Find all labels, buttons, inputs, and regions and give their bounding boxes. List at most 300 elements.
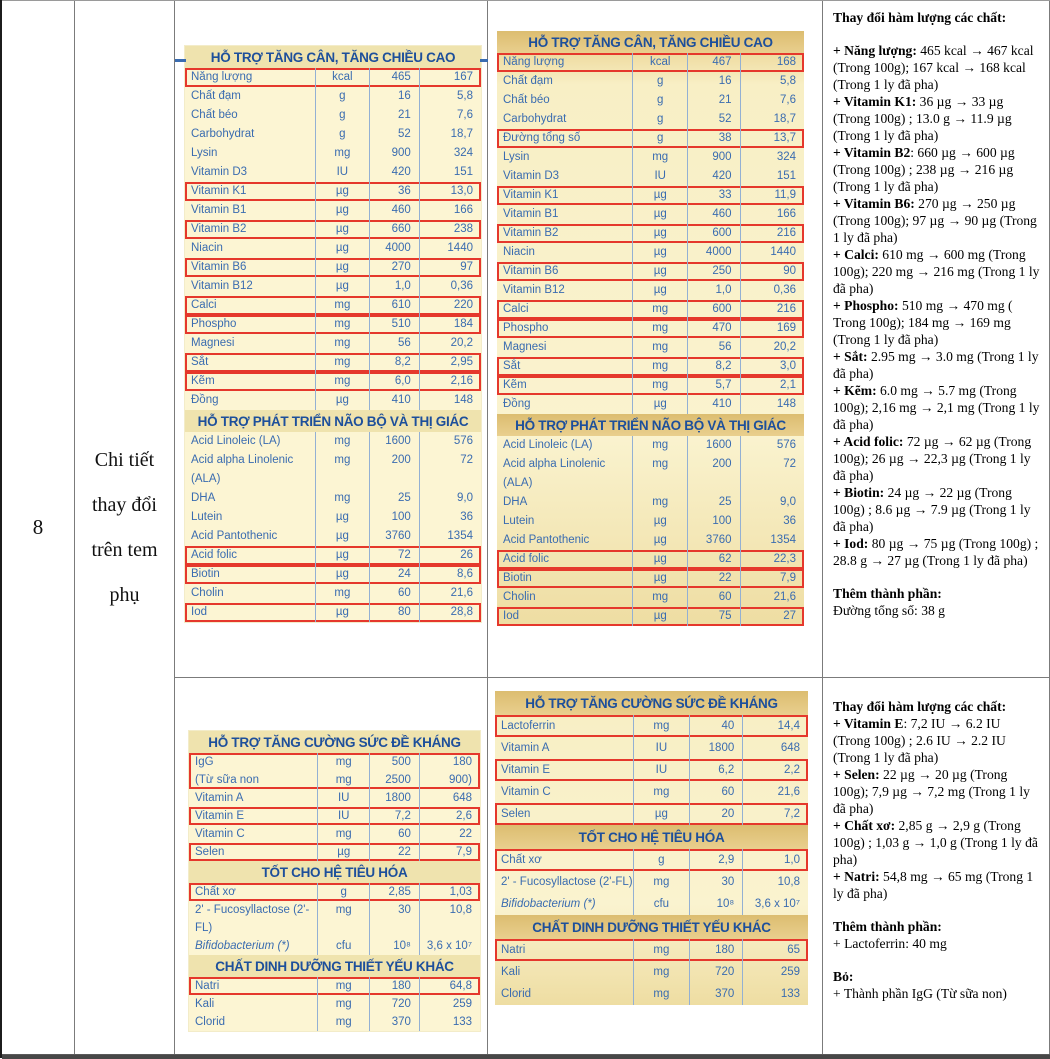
value-per-100g: 25 xyxy=(369,489,419,508)
nutrition-row xyxy=(189,995,480,1013)
row-title-line: thay đổi xyxy=(92,493,157,516)
old-label-bottom-cell xyxy=(175,678,488,1054)
value-per-serving: 22,3 xyxy=(740,550,804,569)
value-per-serving: 18,7 xyxy=(419,125,481,144)
value-per-100g: 370 xyxy=(689,983,742,1005)
nutrition-row xyxy=(185,372,481,391)
nutrition-label-new-bottom xyxy=(495,691,808,1005)
nutrient-name: Chất đạm xyxy=(191,90,241,102)
nutrient-name: Clorid xyxy=(195,1016,226,1028)
value-per-100g: 900 xyxy=(369,144,419,163)
value-per-100g: 75 xyxy=(687,607,739,626)
value-per-100g: 250 xyxy=(687,262,739,281)
nutrition-row xyxy=(185,527,481,546)
value-per-serving: 167 xyxy=(419,68,481,87)
nutrient-unit: mg xyxy=(315,315,368,334)
nutrient-name: Acid Linoleic (LA) xyxy=(503,439,593,451)
value-per-100g: 100 xyxy=(369,508,419,527)
nutrient-unit: IU xyxy=(632,167,687,186)
nutrient-unit: µg xyxy=(632,224,687,243)
value-per-serving: 576 xyxy=(419,432,481,451)
nutrition-row xyxy=(189,807,480,825)
nutrient-name: Đồng xyxy=(503,398,531,410)
nutrition-row xyxy=(497,148,804,167)
nutrition-row xyxy=(497,53,804,72)
value-per-serving: 259 xyxy=(742,961,808,983)
nutrient-unit: mg xyxy=(632,436,687,455)
nutrient-unit: µg xyxy=(632,281,687,300)
value-per-100g: 38 xyxy=(687,129,739,148)
nutrient-name: Chất xơ xyxy=(501,854,542,866)
value-per-100g: 720 xyxy=(369,995,418,1013)
nutrient-unit: mg xyxy=(632,148,687,167)
nutrient-name: 2' - Fucosyllactose (2'-FL) xyxy=(501,876,633,888)
nutrient-unit: cfu xyxy=(633,893,689,915)
value-per-serving: 72 xyxy=(740,455,804,493)
nutrition-row xyxy=(185,220,481,239)
value-per-serving: 148 xyxy=(419,391,481,410)
value-per-100g: 10⁸ xyxy=(369,937,418,955)
nutrient-name: Chất xơ xyxy=(195,886,236,898)
value-per-serving: 648 xyxy=(742,737,808,759)
value-per-100g: 62 xyxy=(687,550,739,569)
nutrient-name: Magnesi xyxy=(191,337,235,349)
value-per-serving: 180 900) xyxy=(419,753,480,789)
nutrient-unit: mg xyxy=(632,376,687,395)
nutrient-name: Biotin xyxy=(191,568,220,580)
nutrition-row xyxy=(495,983,808,1005)
nutrient-unit: mg mg xyxy=(317,753,369,789)
nutrition-row xyxy=(185,489,481,508)
nutrition-row xyxy=(497,531,804,550)
nutrient-unit: µg xyxy=(632,262,687,281)
nutrient-name: Bifidobacterium (*) xyxy=(195,940,290,952)
value-per-serving: 2,2 xyxy=(742,759,808,781)
nutrient-unit: mg xyxy=(633,715,689,737)
nutrient-unit: mg xyxy=(315,334,368,353)
nutrient-name: Biotin xyxy=(503,572,532,584)
nutrition-row xyxy=(185,296,481,315)
nutrient-unit: µg xyxy=(315,182,368,201)
value-per-100g: 370 xyxy=(369,1013,418,1031)
value-per-100g: 180 xyxy=(369,977,418,995)
nutrient-unit: IU xyxy=(633,737,689,759)
nutrition-row xyxy=(189,825,480,843)
nutrition-row xyxy=(497,91,804,110)
nutrition-row xyxy=(185,125,481,144)
value-per-100g: 72 xyxy=(369,546,419,565)
nutrition-row xyxy=(495,961,808,983)
nutrition-row xyxy=(497,588,804,607)
nutrient-name: Vitamin D3 xyxy=(503,170,560,182)
nutrient-name: Vitamin A xyxy=(501,742,550,754)
nutrient-unit: mg xyxy=(632,493,687,512)
nutrient-name: Vitamin B12 xyxy=(191,280,253,292)
nutrition-row xyxy=(497,300,804,319)
nutrition-row xyxy=(185,334,481,353)
nutrient-name: 2' - Fucosyllactose (2'-FL) xyxy=(195,904,310,934)
value-per-serving: 20,2 xyxy=(740,338,804,357)
nutrition-row xyxy=(185,87,481,106)
nutrition-row xyxy=(185,144,481,163)
nutrient-name: Acid alpha Linolenic (ALA) xyxy=(503,458,606,489)
nutrient-unit: mg xyxy=(632,319,687,338)
nutrient-unit: µg xyxy=(632,512,687,531)
value-per-100g: 1800 xyxy=(689,737,742,759)
value-per-serving: 216 xyxy=(740,224,804,243)
nutrient-name: DHA xyxy=(191,492,216,504)
nutrient-unit: mg xyxy=(633,961,689,983)
nutrient-name: Natri xyxy=(501,944,526,956)
value-per-100g: 460 xyxy=(687,205,739,224)
nutrient-unit: µg xyxy=(315,546,368,565)
note-paragraph: + Vitamin K1: 36 µg → 33 µg (Trong 100g) ; 13.0 g → 11.9 µg (Trong 1 ly đã pha) xyxy=(833,94,1012,143)
nutrient-name: Acid Pantothenic xyxy=(503,534,590,546)
value-per-serving: 166 xyxy=(740,205,804,224)
nutrient-name: Lysin xyxy=(191,147,218,159)
nutrient-name: Vitamin K1 xyxy=(191,185,247,197)
nutrition-row xyxy=(189,843,480,861)
nutrient-unit: g xyxy=(632,91,687,110)
nutrient-unit: mg xyxy=(317,825,369,843)
value-per-serving: 13,0 xyxy=(419,182,481,201)
value-per-serving: 1,0 xyxy=(742,849,808,871)
value-per-serving: 9,0 xyxy=(740,493,804,512)
value-per-serving: 2,95 xyxy=(419,353,481,372)
nutrient-unit: µg xyxy=(315,201,368,220)
value-per-serving: 1440 xyxy=(419,239,481,258)
value-per-100g: 10⁸ xyxy=(689,893,742,915)
nutrient-name: Vitamin B1 xyxy=(503,208,559,220)
value-per-100g: 410 xyxy=(369,391,419,410)
nutrition-section-header: HỖ TRỢ TĂNG CƯỜNG SỨC ĐỀ KHÁNG xyxy=(495,691,808,715)
value-per-serving: 18,7 xyxy=(740,110,804,129)
nutrient-name: Acid Pantothenic xyxy=(191,530,278,542)
nutrition-row xyxy=(497,338,804,357)
value-per-100g: 7,2 xyxy=(369,807,418,825)
note-paragraph: + Acid folic: 72 µg → 62 µg (Trong 100g); 26 µg → 22,3 µg (Trong 1 ly đã pha) xyxy=(833,434,1032,483)
nutrient-name: Kali xyxy=(195,998,215,1010)
value-per-100g: 24 xyxy=(369,565,419,584)
nutrition-row xyxy=(495,849,808,871)
value-per-serving: 166 xyxy=(419,201,481,220)
nutrient-unit: mg xyxy=(315,372,368,391)
value-per-serving: 1354 xyxy=(419,527,481,546)
row-title-line: phụ xyxy=(109,583,140,606)
value-per-100g: 8,2 xyxy=(369,353,419,372)
nutrient-name: Chất béo xyxy=(503,94,550,106)
nutrition-row xyxy=(185,68,481,87)
value-per-serving: 3,0 xyxy=(740,357,804,376)
value-per-serving: 1354 xyxy=(740,531,804,550)
note-paragraph: + Thành phần IgG (Từ sữa non) xyxy=(833,986,1007,1001)
value-per-serving: 26 xyxy=(419,546,481,565)
value-per-100g: 1600 xyxy=(687,436,739,455)
value-per-serving: 168 xyxy=(740,53,804,72)
nutrient-name: Kẽm xyxy=(503,379,527,391)
value-per-serving: 0,36 xyxy=(740,281,804,300)
nutrition-row xyxy=(189,883,480,901)
nutrition-row xyxy=(497,110,804,129)
value-per-100g: 100 xyxy=(687,512,739,531)
value-per-100g: 25 xyxy=(687,493,739,512)
nutrient-unit: mg xyxy=(633,939,689,961)
nutrient-name: Lutein xyxy=(503,515,535,527)
nutrient-name: Vitamin E xyxy=(195,810,245,822)
nutrient-unit: g xyxy=(632,72,687,91)
nutrient-unit: IU xyxy=(315,163,368,182)
nutrient-name: Selen xyxy=(501,808,531,820)
value-per-serving: 169 xyxy=(740,319,804,338)
nutrient-name: Carbohydrat xyxy=(503,113,567,125)
nutrient-unit: µg xyxy=(632,569,687,588)
nutrition-row xyxy=(189,753,480,789)
row-number-cell xyxy=(2,1,75,1054)
nutrient-unit: mg xyxy=(632,338,687,357)
nutrition-row xyxy=(495,715,808,737)
nutrient-name: Selen xyxy=(195,846,225,858)
nutrient-name: Magnesi xyxy=(503,341,547,353)
nutrition-label-old-top xyxy=(185,46,481,622)
value-per-100g: 5,7 xyxy=(687,376,739,395)
nutrition-row xyxy=(497,205,804,224)
value-per-serving: 2,1 xyxy=(740,376,804,395)
nutrient-unit: mg xyxy=(315,584,368,603)
nutrition-row xyxy=(495,939,808,961)
value-per-serving: 21,6 xyxy=(742,781,808,803)
nutrition-row xyxy=(495,737,808,759)
nutrient-name: Đường tổng số xyxy=(503,132,581,144)
value-per-serving: 7,6 xyxy=(419,106,481,125)
nutrient-name: Carbohydrat xyxy=(191,128,255,140)
nutrient-name: DHA xyxy=(503,496,528,508)
nutrient-unit: IU xyxy=(317,789,369,807)
value-per-100g: 1,0 xyxy=(369,277,419,296)
nutrition-section-header: HỖ TRỢ TĂNG CÂN, TĂNG CHIỀU CAO xyxy=(497,31,804,53)
nutrient-unit: µg xyxy=(315,239,368,258)
value-per-serving: 1,03 xyxy=(419,883,480,901)
nutrition-row xyxy=(497,243,804,262)
nutrient-name: Vitamin B6 xyxy=(191,261,247,273)
nutrient-name: Kẽm xyxy=(191,375,215,387)
note-paragraph: + Phospho: 510 mg → 470 mg ( Trong 100g); 184 mg → 169 mg (Trong 1 ly đã pha) xyxy=(833,298,1013,347)
value-per-serving: 238 xyxy=(419,220,481,239)
nutrient-unit: mg xyxy=(633,871,689,893)
note-paragraph: + Sắt: 2.95 mg → 3.0 mg (Trong 1 ly đã pha) xyxy=(833,349,1039,381)
nutrition-section-header: HỖ TRỢ TĂNG CƯỜNG SỨC ĐỀ KHÁNG xyxy=(189,731,480,753)
nutrient-unit: µg xyxy=(315,527,368,546)
value-per-serving: 20,2 xyxy=(419,334,481,353)
nutrient-unit: IU xyxy=(317,807,369,825)
nutrition-section-header: TỐT CHO HỆ TIÊU HÓA xyxy=(495,825,808,849)
nutrition-row xyxy=(497,167,804,186)
value-per-100g: 30 xyxy=(369,901,418,937)
nutrition-row xyxy=(185,277,481,296)
nutrient-unit: g xyxy=(315,87,368,106)
value-per-100g: 660 xyxy=(369,220,419,239)
nutrition-row xyxy=(497,569,804,588)
value-per-serving: 5,8 xyxy=(740,72,804,91)
value-per-serving: 21,6 xyxy=(419,584,481,603)
nutrient-unit: µg xyxy=(315,220,368,239)
nutrient-name: Clorid xyxy=(501,988,532,1000)
nutrient-name: Acid alpha Linolenic (ALA) xyxy=(191,454,294,485)
nutrient-unit: µg xyxy=(633,803,689,825)
nutrition-row xyxy=(185,201,481,220)
value-per-100g: 33 xyxy=(687,186,739,205)
nutrient-unit: µg xyxy=(632,243,687,262)
nutrient-name: Kali xyxy=(501,966,521,978)
nutrition-row xyxy=(495,759,808,781)
nutrition-row xyxy=(185,239,481,258)
value-per-serving: 2,16 xyxy=(419,372,481,391)
value-per-100g: 8,2 xyxy=(687,357,739,376)
comparison-table xyxy=(2,0,1050,1055)
nutrient-unit: g xyxy=(315,106,368,125)
nutrition-row xyxy=(495,781,808,803)
blue-tick-mark xyxy=(175,59,186,62)
value-per-100g: 1600 xyxy=(369,432,419,451)
value-per-100g: 180 xyxy=(689,939,742,961)
value-per-100g: 21 xyxy=(687,91,739,110)
nutrient-unit: mg xyxy=(633,781,689,803)
nutrition-row xyxy=(495,803,808,825)
nutrition-row xyxy=(497,357,804,376)
value-per-serving: 36 xyxy=(740,512,804,531)
value-per-100g: 467 xyxy=(687,53,739,72)
nutrition-row xyxy=(497,281,804,300)
value-per-serving: 3,6 x 10⁷ xyxy=(419,937,480,955)
nutrition-row xyxy=(497,436,804,455)
nutrient-unit: kcal xyxy=(632,53,687,72)
nutrient-unit: mg xyxy=(317,995,369,1013)
value-per-100g: 6,0 xyxy=(369,372,419,391)
nutrient-name: Cholin xyxy=(191,587,224,599)
nutrient-unit: µg xyxy=(632,186,687,205)
value-per-100g: 600 xyxy=(687,224,739,243)
value-per-100g: 610 xyxy=(369,296,419,315)
value-per-100g: 2,9 xyxy=(689,849,742,871)
value-per-serving: 64,8 xyxy=(419,977,480,995)
nutrient-unit: µg xyxy=(632,531,687,550)
value-per-serving: 14,4 xyxy=(742,715,808,737)
old-label-top-cell xyxy=(175,1,488,678)
nutrition-section-header: HỖ TRỢ TĂNG CÂN, TĂNG CHIỀU CAO xyxy=(185,46,481,68)
nutrient-name: Vitamin B1 xyxy=(191,204,247,216)
value-per-100g: 510 xyxy=(369,315,419,334)
note-paragraph: + Selen: 22 µg → 20 µg (Trong 100g); 7,9 µg → 7,2 mg (Trong 1 ly đã pha) xyxy=(833,767,1030,816)
value-per-100g: 20 xyxy=(689,803,742,825)
note-paragraph: Bỏ: xyxy=(833,969,854,984)
nutrition-row xyxy=(189,1013,480,1031)
value-per-100g: 1800 xyxy=(369,789,418,807)
value-per-100g: 4000 xyxy=(369,239,419,258)
value-per-100g: 4000 xyxy=(687,243,739,262)
value-per-100g: 22 xyxy=(687,569,739,588)
nutrition-row xyxy=(185,258,481,277)
value-per-100g: 40 xyxy=(689,715,742,737)
nutrient-unit: cfu xyxy=(317,937,369,955)
nutrient-name: Niacin xyxy=(191,242,223,254)
row-title-cell xyxy=(75,1,175,1054)
nutrient-unit: mg xyxy=(317,901,369,937)
nutrient-unit: mg xyxy=(317,1013,369,1031)
note-paragraph: + Vitamin B6: 270 µg → 250 µg (Trong 100g); 97 µg → 90 µg (Trong 1 ly đã pha) xyxy=(833,196,1037,245)
nutrition-row xyxy=(185,163,481,182)
value-per-serving: 13,7 xyxy=(740,129,804,148)
nutrient-name: Chất đạm xyxy=(503,75,553,87)
spacer xyxy=(833,952,1041,968)
nutrient-name: Vitamin C xyxy=(501,786,551,798)
nutrient-name: Vitamin B2 xyxy=(191,223,247,235)
nutrition-row xyxy=(185,451,481,489)
value-per-serving: 21,6 xyxy=(740,588,804,607)
note-paragraph: + Kẽm: 6.0 mg → 5.7 mg (Trong 100g); 2,16 mg → 2,1 mg (Trong 1 ly đã pha) xyxy=(833,383,1040,432)
nutrition-row xyxy=(185,546,481,565)
nutrient-unit: µg xyxy=(315,258,368,277)
nutrition-row xyxy=(497,455,804,493)
value-per-100g: 60 xyxy=(369,825,418,843)
spacer xyxy=(833,902,1041,918)
value-per-100g: 52 xyxy=(369,125,419,144)
row-number: 8 xyxy=(32,515,44,539)
value-per-100g: 3760 xyxy=(687,531,739,550)
value-per-serving: 3,6 x 10⁷ xyxy=(742,893,808,915)
nutrition-row xyxy=(497,376,804,395)
nutrient-name: Vitamin C xyxy=(195,828,245,840)
value-per-100g: 900 xyxy=(687,148,739,167)
note-paragraph: + Năng lượng: 465 kcal → 467 kcal (Trong 100g); 167 kcal → 168 kcal (Trong 1 ly đã pha) xyxy=(833,43,1034,92)
value-per-100g: 16 xyxy=(687,72,739,91)
nutrition-row xyxy=(185,565,481,584)
nutrient-name: Natri xyxy=(195,980,220,992)
nutrition-section-header: TỐT CHO HỆ TIÊU HÓA xyxy=(189,861,480,883)
nutrient-name: Phospho xyxy=(191,318,237,330)
value-per-100g: 200 xyxy=(369,451,419,489)
nutrient-unit: µg xyxy=(632,205,687,224)
nutrient-name: Lactoferrin xyxy=(501,720,556,732)
nutrient-name: Cholin xyxy=(503,591,536,603)
value-per-100g: 60 xyxy=(687,588,739,607)
nutrient-unit: g xyxy=(633,849,689,871)
note-paragraph: Thay đổi hàm lượng các chất: xyxy=(833,699,1007,714)
nutrition-row xyxy=(189,789,480,807)
nutrient-unit: mg xyxy=(632,300,687,319)
value-per-100g: 21 xyxy=(369,106,419,125)
row-title-line: Chi tiết xyxy=(94,448,155,471)
nutrient-unit: mg xyxy=(315,489,368,508)
nutrition-row xyxy=(497,607,804,626)
nutrient-unit: mg xyxy=(317,977,369,995)
nutrient-name: Vitamin B6 xyxy=(503,265,559,277)
value-per-serving: 22 xyxy=(419,825,480,843)
nutrient-name: Đồng xyxy=(191,394,219,406)
value-per-serving: 7,2 xyxy=(742,803,808,825)
nutrient-unit: g xyxy=(632,129,687,148)
note-paragraph: + Vitamin B2: 660 µg → 600 µg (Trong 100g) ; 238 µg → 216 µg (Trong 1 ly đã pha) xyxy=(833,145,1015,194)
nutrition-row xyxy=(185,106,481,125)
note-paragraph: Thêm thành phần: xyxy=(833,586,942,601)
row-title-line: trên tem xyxy=(91,538,158,561)
nutrient-name: Vitamin B2 xyxy=(503,227,559,239)
nutrient-name: Acid folic xyxy=(503,553,550,565)
change-notes-bottom xyxy=(823,678,1050,1054)
nutrient-unit: µg xyxy=(317,843,369,861)
value-per-100g: 52 xyxy=(687,110,739,129)
nutrient-name: Lysin xyxy=(503,151,530,163)
value-per-serving: 65 xyxy=(742,939,808,961)
value-per-100g: 420 xyxy=(687,167,739,186)
